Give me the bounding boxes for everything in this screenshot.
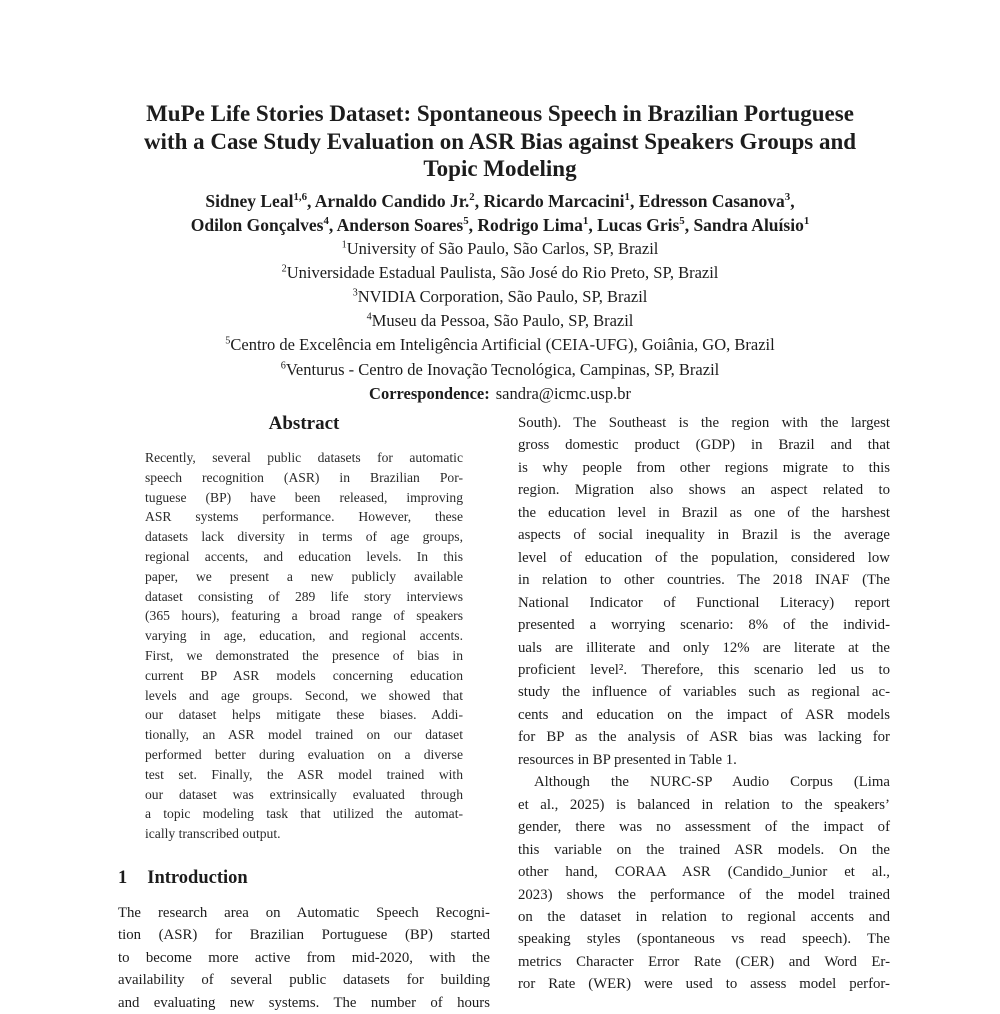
introduction-heading: [118, 867, 490, 890]
text-line: tionally, an ASR model trained on our dataset: [145, 727, 463, 743]
text-line: a topic modeling task that utilized the automat-: [145, 806, 463, 822]
text-line: gender, there was no assessment of the impact of: [518, 819, 890, 836]
text-line: our dataset was extrinsically evaluated through: [145, 786, 463, 802]
section-title: Introduction: [147, 867, 248, 888]
text-line: datasets lack diversity in terms of age groups,: [145, 529, 463, 545]
author-affiliation-ref: 1: [624, 190, 630, 203]
text-line: study the influence of variables such as regional ac-: [518, 684, 890, 701]
text-line: The research area on Automatic Speech Recogni-: [118, 904, 490, 921]
text-line: dataset consisting of 289 life story interviews: [145, 588, 463, 604]
correspondence-line: [0, 382, 1000, 406]
text-line: paper, we present a new publicly available: [145, 568, 463, 584]
text-line: cents and education on the impact of ASR models: [518, 706, 890, 723]
text-line: aspects of social inequality in Brazil is the average: [518, 527, 890, 544]
text-line: other hand, CORAA ASR (Candido_Junior et al.,: [518, 864, 890, 881]
text-line: to become more active from mid-2020, with the: [118, 949, 490, 966]
text-line: presented a worrying scenario: 8% of the individ-: [518, 617, 890, 634]
right-column-text: [518, 412, 890, 996]
paper-title-line: MuPe Life Stories Dataset: Spontaneous Speech in Brazilian Portuguese: [146, 101, 854, 126]
text-line: is why people from other regions migrate to this: [518, 459, 890, 476]
text-line: First, we demonstrated the presence of bias in: [145, 647, 463, 663]
affiliation-line: $^5$Centro de Excelência em Inteligência Artificial (CEIA-UFG), Goiânia, GO, Brazil: [225, 335, 775, 355]
text-line: current BP ASR models concerning education: [145, 667, 463, 683]
abstract-heading: Abstract: [268, 413, 340, 434]
left-column: [118, 412, 490, 1014]
text-line: availability of several public datasets for building: [118, 972, 490, 989]
author-name: Lucas Gris: [597, 214, 680, 235]
affiliation-line: $^1$University of São Paulo, São Carlos, SP, Brazil: [341, 238, 659, 258]
text-line: regional accents, and education levels. In this: [145, 548, 463, 564]
author-affiliation-ref: 4: [323, 214, 329, 227]
authors-line: Sidney Leal$^{1,6}$, Arnaldo Candido Jr.$^2$, Ricardo Marcacini$^1$, Edresson Casanova$^3$,: [205, 190, 795, 211]
text-line: gross domestic product (GDP) in Brazil and that: [518, 437, 890, 454]
author-name: Edresson Casanova: [638, 190, 785, 211]
text-line: level of education of the population, considered low: [518, 549, 890, 566]
paper-title: [0, 100, 1000, 183]
right-column: [518, 412, 890, 996]
affiliation-line: $^2$Universidade Estadual Paulista, São José do Rio Preto, SP, Brazil: [281, 262, 719, 282]
text-line: ASR systems performance. However, these: [145, 509, 463, 525]
text-line: speaking styles (spontaneous vs read speech). The: [518, 931, 890, 948]
author-name: Odilon Gonçalves: [190, 214, 324, 235]
text-line: in relation to other countries. The 2018 INAF (The: [518, 572, 890, 589]
paper-title-line: with a Case Study Evaluation on ASR Bias against Speakers Groups and: [143, 128, 857, 154]
text-line: (365 hours), featuring a broad range of speakers: [145, 608, 463, 624]
text-line: ror Rate (WER) were used to assess model perfor-: [518, 976, 890, 993]
paper-title-line: Topic Modeling: [423, 156, 577, 181]
text-line: ically transcribed output.: [145, 826, 281, 842]
author-name: Anderson Soares: [336, 214, 464, 235]
text-line: Although the NURC-SP Audio Corpus (Lima: [534, 774, 890, 791]
author-list: [0, 189, 1000, 237]
affiliation-number: 4: [366, 311, 372, 323]
text-line: uals are illiterate and only 12% are literate at the: [518, 639, 890, 656]
text-line: National Indicator of Functional Literacy) report: [518, 594, 890, 611]
affiliation-line: $^3$NVIDIA Corporation, São Paulo, SP, Brazil: [352, 286, 648, 306]
text-line: speech recognition (ASR) in Brazilian Por-: [145, 469, 463, 485]
affiliation-line: $^4$Museu da Pessoa, São Paulo, SP, Brazil: [366, 311, 634, 331]
abstract-text: [145, 448, 463, 844]
author-name: Rodrigo Lima: [477, 214, 583, 235]
section-number: 1: [118, 867, 128, 888]
text-line: Recently, several public datasets for automatic: [145, 450, 463, 465]
affiliation-number: 3: [352, 287, 358, 299]
author-name: Sandra Aluísio: [693, 214, 804, 235]
correspondence-label: Correspondence:: [369, 383, 490, 403]
author-affiliation-ref: 1: [803, 214, 810, 227]
text-line: on the dataset in relation to regional accents and: [518, 908, 890, 925]
text-line: varying in age, education, and regional accents.: [145, 628, 463, 644]
text-line: test set. Finally, the ASR model trained with: [145, 766, 463, 782]
affiliation-number: 5: [225, 335, 231, 347]
text-line: our dataset helps mitigate these biases. Addi-: [145, 707, 463, 723]
author-affiliation-ref: 3: [784, 190, 791, 203]
author-affiliation-ref: 1,6: [293, 190, 307, 203]
correspondence-email: sandra@icmc.usp.br: [495, 383, 631, 403]
text-line: tion (ASR) for Brazilian Portuguese (BP) started: [118, 927, 490, 944]
affiliation-number: 2: [281, 263, 287, 275]
text-line: South). The Southeast is the region with the largest: [518, 415, 890, 431]
author-affiliation-ref: 2: [469, 190, 475, 203]
text-line: this variable on the trained ASR models. On the: [518, 841, 890, 858]
author-name: Arnaldo Candido Jr.: [314, 190, 470, 211]
author-name: Ricardo Marcacini: [483, 190, 625, 211]
author-name: Sidney Leal: [205, 190, 294, 211]
text-line: and evaluating new systems. The number of hours: [118, 994, 490, 1011]
text-line: proficient level². Therefore, this scenario led us to: [518, 661, 890, 678]
affiliation-number: 1: [341, 239, 347, 250]
authors-line: Odilon Gonçalves$^4$, Anderson Soares$^5$, Rodrigo Lima$^1$, Lucas Gris$^5$, Sandra Aluísio$^1$: [190, 214, 810, 235]
affiliation-list: [0, 237, 1000, 382]
text-line: et al., 2025) is balanced in relation to the speakers’: [518, 796, 890, 813]
text-line: resources in BP presented in Table 1.: [518, 751, 737, 768]
author-affiliation-ref: 5: [463, 214, 469, 227]
text-line: performed better during evaluation on a diverse: [145, 746, 463, 762]
text-line: tuguese (BP) have been released, improving: [145, 489, 463, 505]
author-affiliation-ref: 1: [582, 214, 589, 227]
introduction-text: [118, 902, 490, 1014]
text-line: 2023) shows the performance of the model trained: [518, 886, 890, 903]
text-line: metrics Character Error Rate (CER) and Word Er-: [518, 953, 890, 970]
text-line: region. Migration also shows an aspect related to: [518, 482, 890, 499]
affiliation-number: 6: [280, 360, 286, 372]
text-line: for BP as the analysis of ASR bias was lacking for: [518, 729, 890, 746]
author-affiliation-ref: 5: [679, 214, 685, 227]
affiliation-line: $^6$Venturus - Centro de Inovação Tecnológica, Campinas, SP, Brazil: [280, 359, 720, 379]
text-line: levels and age groups. Second, we showed that: [145, 687, 463, 703]
paper-header: [0, 100, 1000, 406]
text-line: the education level in Brazil as one of the harshest: [518, 504, 890, 521]
